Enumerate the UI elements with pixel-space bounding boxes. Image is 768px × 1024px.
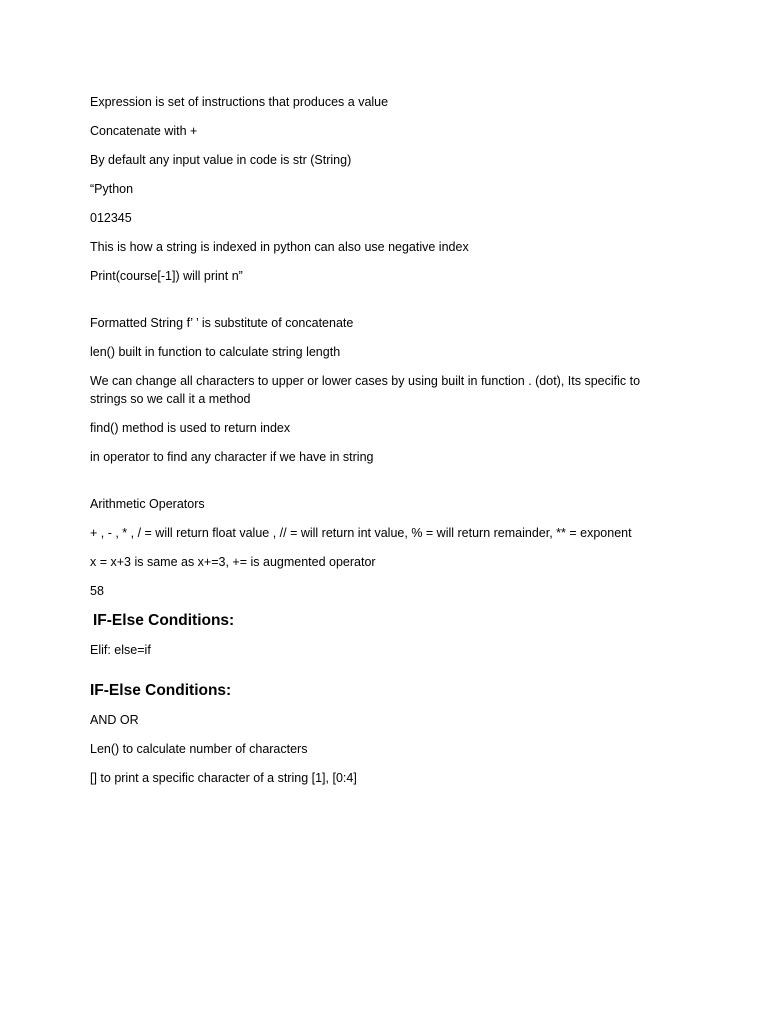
paragraph-gap xyxy=(90,296,670,314)
text-line: Arithmetic Operators xyxy=(90,497,205,511)
text-line: We can change all characters to upper or lower cases by using built in function . (dot), Its specific to strings so we call it a method xyxy=(90,374,641,406)
section-heading: IF-Else Conditions: xyxy=(90,682,232,699)
text-line: AND OR xyxy=(90,713,139,727)
text-line: Concatenate with + xyxy=(90,124,198,138)
text-line: [] to print a specific character of a string [1], [0:4] xyxy=(90,771,357,785)
text-line: Elif: else=if xyxy=(90,643,151,657)
text-line: 012345 xyxy=(90,211,132,225)
text-line: 58 xyxy=(90,584,104,598)
paragraph-gap xyxy=(90,477,670,495)
text-line: Print(course[-1]) will print n” xyxy=(90,269,243,283)
text-line: + , - , * , / = will return float value , // = will return int value, % = will return remainder, ** = exponent xyxy=(90,526,632,540)
text-line: in operator to find any character if we have in string xyxy=(90,450,374,464)
document-body xyxy=(90,93,670,798)
text-line: find() method is used to return index xyxy=(90,421,291,435)
text-line: x = x+3 is same as x+=3, += is augmented operator xyxy=(90,555,376,569)
text-line: Expression is set of instructions that produces a value xyxy=(90,95,389,109)
text-line: len() built in function to calculate string length xyxy=(90,345,341,359)
text-line: “Python xyxy=(90,182,134,196)
text-line: By default any input value in code is str (String) xyxy=(90,153,352,167)
text-line: Len() to calculate number of characters xyxy=(90,742,308,756)
text-line: This is how a string is indexed in python can also use negative index xyxy=(90,240,469,254)
text-line: Formatted String f’ ’ is substitute of concatenate xyxy=(90,316,354,330)
section-heading: IF-Else Conditions: xyxy=(93,612,235,629)
